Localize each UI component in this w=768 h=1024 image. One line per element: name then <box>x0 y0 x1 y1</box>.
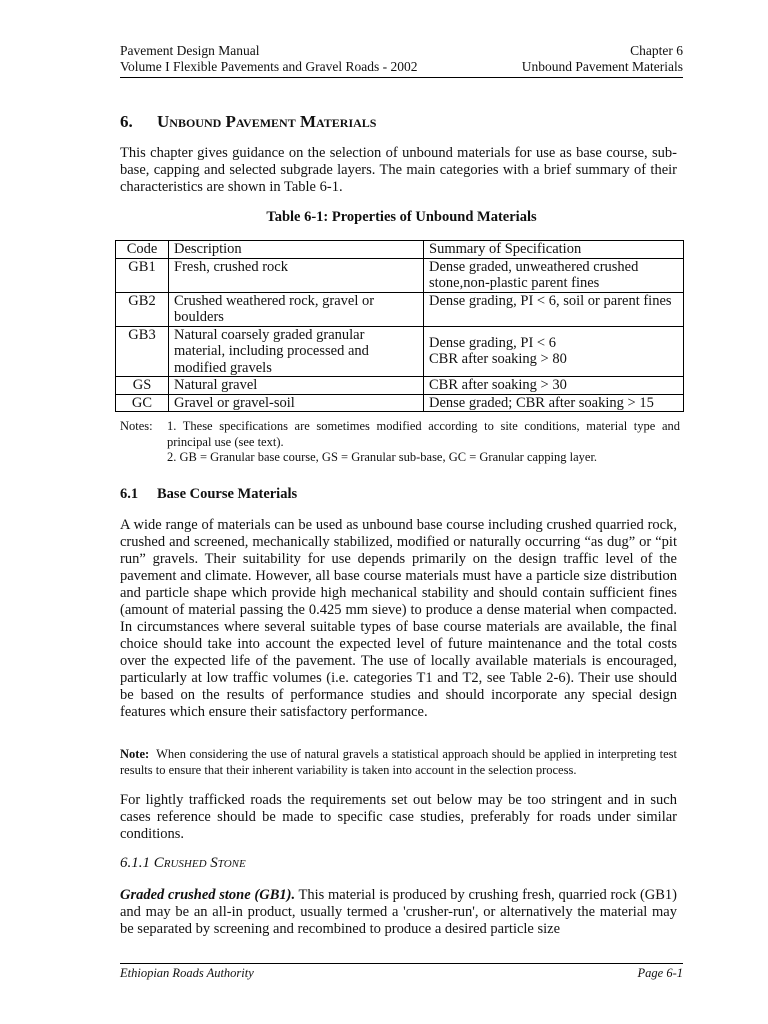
header-manual-title: Pavement Design Manual <box>120 43 260 58</box>
note-text: When considering the use of natural gravels a statistical approach should be applied in interpreting test results to ensure that their inherent variability is taken into account in the selection process. <box>120 747 677 777</box>
header-divider <box>120 77 683 78</box>
chapter-number: 6. <box>120 112 133 131</box>
crushed-stone-lead: Graded crushed stone (GB1). <box>120 887 296 903</box>
subsection-number: 6.1.1 <box>120 855 150 871</box>
table-row <box>116 292 684 326</box>
table-cell-spec: CBR after soaking > 30 <box>424 377 684 395</box>
chapter-title: Unbound Pavement Materials <box>157 112 377 131</box>
subsection-heading <box>120 855 246 872</box>
table-cell-description: Gravel or gravel-soil <box>169 394 424 412</box>
section-number: 6.1 <box>120 486 139 502</box>
header-chapter-title: Unbound Pavement Materials <box>521 59 683 74</box>
base-course-paragraph: A wide range of materials can be used as unbound base course including crushed quarried rock, crushed and screened, mechanically stabilized, modified or naturally occurring “as dug” or “pit run” gravels. Their suitability for use depends primarily on the design traffic level of the pavement and climate. However, all base course materials must have a particle size distribution and particle shape which provide high mechanical stability and should contain sufficient fines (amount of material passing the 0.425 mm sieve) to produce a dense material when compacted. In circumstances where several suitable types of base course materials are available, the final choice should take into account the expected level of future maintenance and the total costs over the expected life of the pavement. The use of locally available materials is encouraged, particularly at low traffic volumes (i.e. categories T1 and T2, see Table 2-6). Their use should be based on the results of performance studies and should incorporate any special design features which ensure their satisfactory performance. <box>120 517 677 720</box>
table-row <box>116 394 684 412</box>
table-cell-code: GC <box>116 394 169 412</box>
table-notes <box>120 419 680 466</box>
table-cell-code: GB2 <box>116 292 169 326</box>
table-cell-description: Natural gravel <box>169 377 424 395</box>
page-header <box>120 43 683 75</box>
notes-label: Notes: <box>120 419 153 433</box>
table-row <box>116 258 684 292</box>
table-caption: Table 6-1: Properties of Unbound Materials <box>266 209 537 225</box>
table-cell-spec <box>424 326 684 377</box>
table-cell-spec: Dense grading, PI < 6, soil or parent fines <box>424 292 684 326</box>
intro-paragraph: This chapter gives guidance on the selection of unbound materials for use as base course, sub-base, capping and selected subgrade layers. The main categories with a brief summary of their characteristics are shown in Table 6-1. <box>120 145 677 195</box>
table-header-code: Code <box>116 241 169 259</box>
table-cell-code: GB1 <box>116 258 169 292</box>
section-heading <box>120 486 297 503</box>
table-cell-code: GB3 <box>116 326 169 377</box>
crushed-stone-paragraph <box>120 887 677 938</box>
note-label: Note: <box>120 747 150 761</box>
table-row <box>116 326 684 377</box>
note-block <box>120 746 677 778</box>
page-footer <box>120 966 683 981</box>
table-cell-spec: Dense graded; CBR after soaking > 15 <box>424 394 684 412</box>
header-volume: Volume I Flexible Pavements and Gravel Roads - 2002 <box>120 59 418 74</box>
light-traffic-paragraph: For lightly trafficked roads the requirements set out below may be too stringent and in such cases reference should be made to specific case studies, preferably for roads under similar conditions. <box>120 792 677 842</box>
note-2: 2. GB = Granular base course, GS = Granular sub-base, GC = Granular capping layer. <box>167 450 598 464</box>
table-cell-spec-line: CBR after soaking > 80 <box>429 351 567 368</box>
table-cell-code: GS <box>116 377 169 395</box>
table-row <box>116 377 684 395</box>
table-cell-spec: Dense graded, unweathered crushed stone,non-plastic parent fines <box>424 258 684 292</box>
section-title: Base Course Materials <box>157 486 298 502</box>
table-cell-spec-line: Dense grading, PI < 6 <box>429 334 556 351</box>
footer-publisher: Ethiopian Roads Authority <box>120 966 254 980</box>
table-header-description: Description <box>169 241 424 259</box>
table-header-spec: Summary of Specification <box>424 241 684 259</box>
header-chapter: Chapter 6 <box>630 43 683 58</box>
note-1: 1. These specifications are sometimes modified according to site conditions, material type and principal use (see text). <box>167 419 680 449</box>
table-cell-description: Fresh, crushed rock <box>169 258 424 292</box>
footer-page-number: Page 6-1 <box>637 966 683 980</box>
table-cell-description: Crushed weathered rock, gravel or boulders <box>169 292 424 326</box>
footer-divider <box>120 963 683 964</box>
table-cell-description: Natural coarsely graded granular material, including processed and modified gravels <box>169 326 424 377</box>
properties-table <box>115 240 684 412</box>
chapter-heading <box>120 112 376 132</box>
table-header-row <box>116 241 684 259</box>
subsection-title: Crushed Stone <box>153 855 246 871</box>
crushed-stone-text: This material is produced by crushing fresh, quarried rock (GB1) and may be an all-in product, usually termed a 'crusher-run', or alternatively the material may be separated by screening and recombined to produce a desired particle size <box>120 887 678 937</box>
